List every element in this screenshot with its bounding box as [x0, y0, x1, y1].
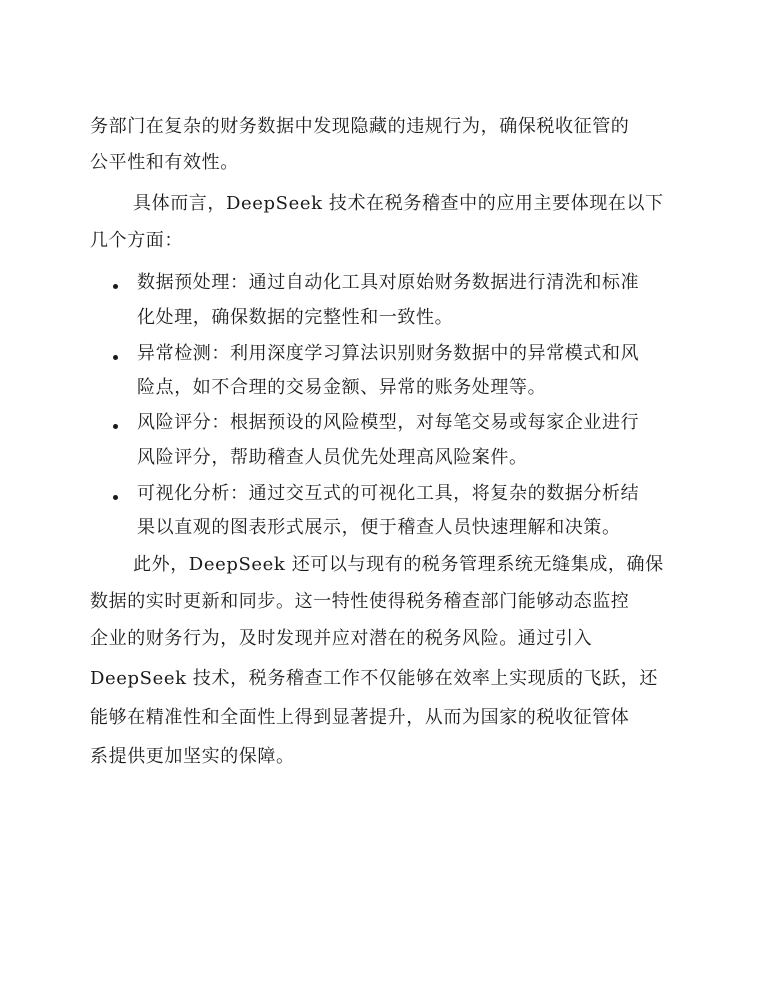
- bullet-2-marker: [113, 345, 121, 353]
- paragraph-3-line-3: 企业的财务行为，及时发现并应对潜在的税务风险。通过引入: [90, 628, 593, 649]
- bullet-4-marker: [113, 485, 121, 493]
- paragraph-3-line-4: DeepSeek 技术，税务稽查工作不仅能够在效率上实现质的飞跃，还: [90, 668, 658, 689]
- bullet-1-line-2: 化处理，确保数据的完整性和一致性。: [137, 307, 454, 328]
- paragraph-1-line-1: 务部门在复杂的财务数据中发现隐藏的违规行为，确保税收征管的: [90, 116, 630, 137]
- paragraph-2-line-1: 具体而言，DeepSeek 技术在税务稽查中的应用主要体现在以下: [133, 193, 664, 214]
- paragraph-3-line-5: 能够在精准性和全面性上得到显著提升，从而为国家的税收征管体: [90, 707, 630, 728]
- paragraph-3-line-1: 此外，DeepSeek 还可以与现有的税务管理系统无缝集成，确保: [133, 554, 664, 575]
- bullet-2-line-1: 异常检测：利用深度学习算法识别财务数据中的异常模式和风: [137, 343, 640, 364]
- bullet-2-line-2: 险点，如不合理的交易金额、异常的账务处理等。: [137, 377, 547, 398]
- bullet-1-line-1: 数据预处理：通过自动化工具对原始财务数据进行清洗和标准: [137, 272, 640, 293]
- paragraph-2-line-2: 几个方面：: [90, 230, 183, 251]
- bullet-1-marker: [113, 274, 121, 282]
- paragraph-1-line-2: 公平性和有效性。: [90, 152, 239, 173]
- paragraph-3-line-2: 数据的实时更新和同步。这一特性使得税务稽查部门能够动态监控: [90, 591, 630, 612]
- paragraph-3-line-6: 系提供更加坚实的保障。: [90, 746, 295, 767]
- bullet-4-line-1: 可视化分析：通过交互式的可视化工具，将复杂的数据分析结: [137, 483, 640, 504]
- bullet-3-marker: [113, 414, 121, 422]
- bullet-3-line-1: 风险评分：根据预设的风险模型，对每笔交易或每家企业进行: [137, 412, 640, 433]
- bullet-3-line-2: 风险评分，帮助稽查人员优先处理高风险案件。: [137, 447, 528, 468]
- bullet-4-line-2: 果以直观的图表形式展示，便于稽查人员快速理解和决策。: [137, 517, 621, 538]
